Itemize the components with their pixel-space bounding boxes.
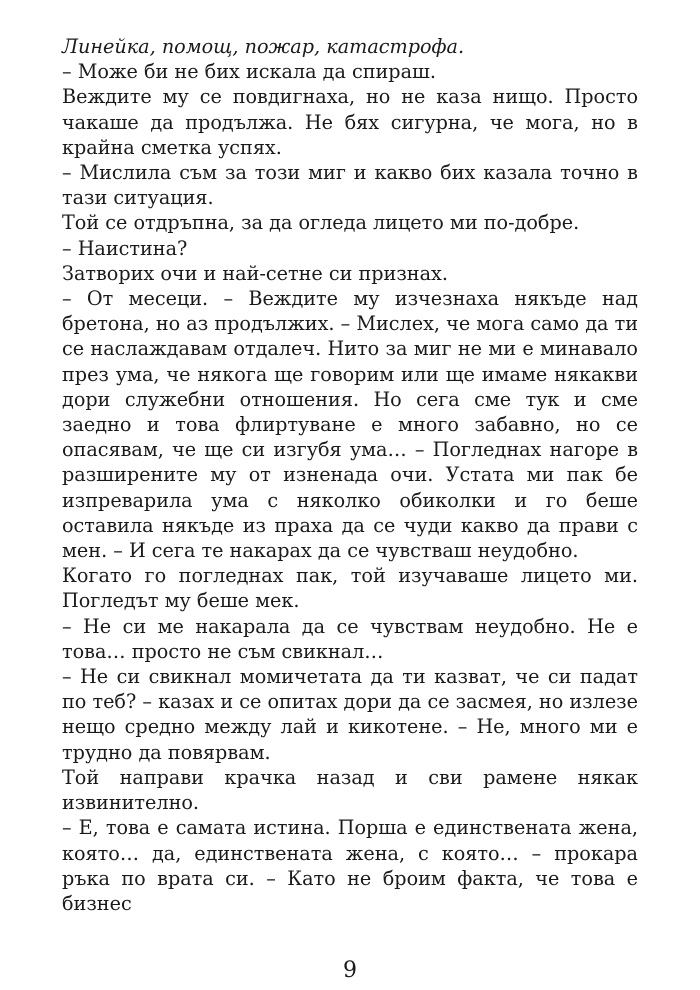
page-number: 9 bbox=[343, 958, 357, 983]
paragraph: Той се отдръпна, за да огледа лицето ми по-добре. bbox=[62, 211, 580, 235]
paragraph: – Не си свикнал момичетата да ти казват, че си падат по теб? – казах и се опитах дори да се засмея, но излезе нещо средно между лай и кикотене. – Не, много ми е трудно да повярвам. bbox=[62, 665, 638, 764]
paragraph: – Наистина? bbox=[62, 236, 188, 260]
body-text bbox=[62, 34, 638, 916]
paragraph: Линейка, помощ, пожар, катастрофа. bbox=[62, 35, 465, 58]
paragraph: Затворих очи и най-сетне си признах. bbox=[62, 261, 448, 285]
paragraph: – Е, това е самата истина. Порша е единствената жена, която… да, единствената жена, с която… – прокара ръка по врата си. – Като не броим факта, че това е бизнес bbox=[62, 816, 638, 915]
paragraph: Веждите му се повдигнаха, но не каза нищо. Просто чакаше да продължа. Не бях сигурна, че мога, но в крайна сметка успях. bbox=[62, 85, 638, 159]
paragraph: Той направи крачка назад и сви рамене някак извинително. bbox=[62, 765, 638, 815]
paragraph: – Не си ме накарала да се чувствам неудобно. Не е това… просто не съм свикнал… bbox=[62, 614, 638, 663]
paragraph: – Може би не бих искала да спираш. bbox=[62, 60, 436, 84]
paragraph: – Мислила съм за този миг и какво бих казала точно в тази ситуация. bbox=[62, 161, 638, 210]
paragraph: Когато го погледнах пак, той изучаваше лицето ми. Погледът му беше мек. bbox=[62, 564, 638, 613]
paragraph: – От месеци. – Веждите му изчезнаха някъде над бретона, но аз продължих. – Мислех, че мога само да ти се наслаждавам отдалеч. Нито за миг не ми е минавало през ума, че някога ще говорим или ще имаме някакви дори служебни отношения. Но сега сме тук и сме заедно и това флиртуване е много забавно, но се опасявам, че ще си изгубя ума… – Погледнах нагоре в разширените му от изненада очи. Устата ми пак бе изпреварила ума с няколко обиколки и го беше оставила някъде из праха да се чуди какво да прави с мен. – И сега те накарах да се чувстваш неудобно. bbox=[62, 287, 638, 563]
